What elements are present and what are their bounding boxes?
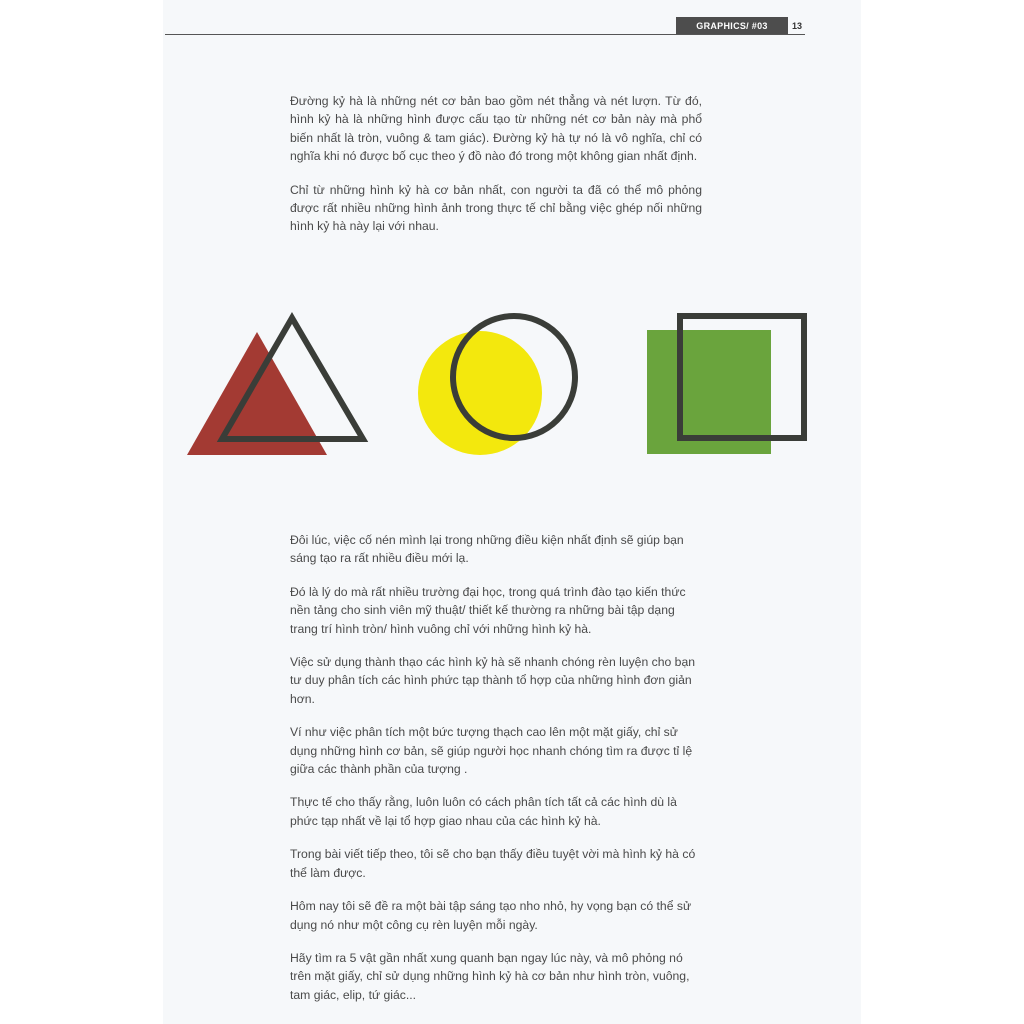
paragraph: Thực tế cho thấy rằng, luôn luôn có cách phân tích tất cả các hình dù là phức tạp nhất về lại tổ hợp giao nhau của các hình kỷ hà. [290,795,677,828]
paragraph: Ví như việc phân tích một bức tượng thạch cao lên một mặt giấy, chỉ sử dụng những hình cơ bản, sẽ giúp người học nhanh chóng tìm ra được tỉ lệ giữa các thành phần của tượng . [290,725,693,777]
paragraph: Đường kỷ hà là những nét cơ bản bao gồm nét thẳng và nét lượn. Từ đó, hình kỷ hà là những hình được cấu tạo từ những nét cơ bản này mà phổ biến nhất là tròn, vuông & tam giác). Đường kỷ hà tự nó là vô nghĩa, chỉ có nghĩa khi nó được bố cục theo ý đồ nào đó trong một không gian nhất định. [290,94,702,164]
body-text [290,531,702,1019]
paragraph: Hôm nay tôi sẽ đề ra một bài tập sáng tạo nho nhỏ, hy vọng bạn có thể sử dụng nó như một công cụ rèn luyện mỗi ngày. [290,899,692,932]
section-label: GRAPHICS/ #03 [676,17,788,34]
paragraph: Trong bài viết tiếp theo, tôi sẽ cho bạn thấy điều tuyệt vời mà hình kỷ hà có thể làm được. [290,847,696,880]
paragraph: Chỉ từ những hình kỷ hà cơ bản nhất, con người ta đã có thể mô phỏng được rất nhiều những hình ảnh trong thực tế chỉ bằng việc ghép nối những hình kỷ hà này lại với nhau. [290,182,702,234]
page-number: 13 [791,20,802,31]
paragraph: Hãy tìm ra 5 vật gần nhất xung quanh bạn ngay lúc này, và mô phỏng nó trên mặt giấy, chỉ sử dụng những hình kỷ hà cơ bản như hình tròn, vuông, tam giác, elip, tứ giác... [290,950,690,1002]
paragraph: Việc sử dụng thành thạo các hình kỷ hà sẽ nhanh chóng rèn luyện cho bạn tư duy phân tích các hình phức tạp thành tổ hợp của những hình đơn giản hơn. [290,655,695,706]
paragraph: Đôi lúc, việc cố nén mình lại trong những điều kiện nhất định sẽ giúp bạn sáng tạo ra rất nhiều điều mới lạ. [290,533,684,566]
paragraph: Đó là lý do mà rất nhiều trường đại học, trong quá trình đào tạo kiến thức nền tảng cho sinh viên mỹ thuật/ thiết kế thường ra những bài tập dạng trang trí hình tròn/ hình vuông chỉ với những hình kỷ hà. [290,584,686,636]
